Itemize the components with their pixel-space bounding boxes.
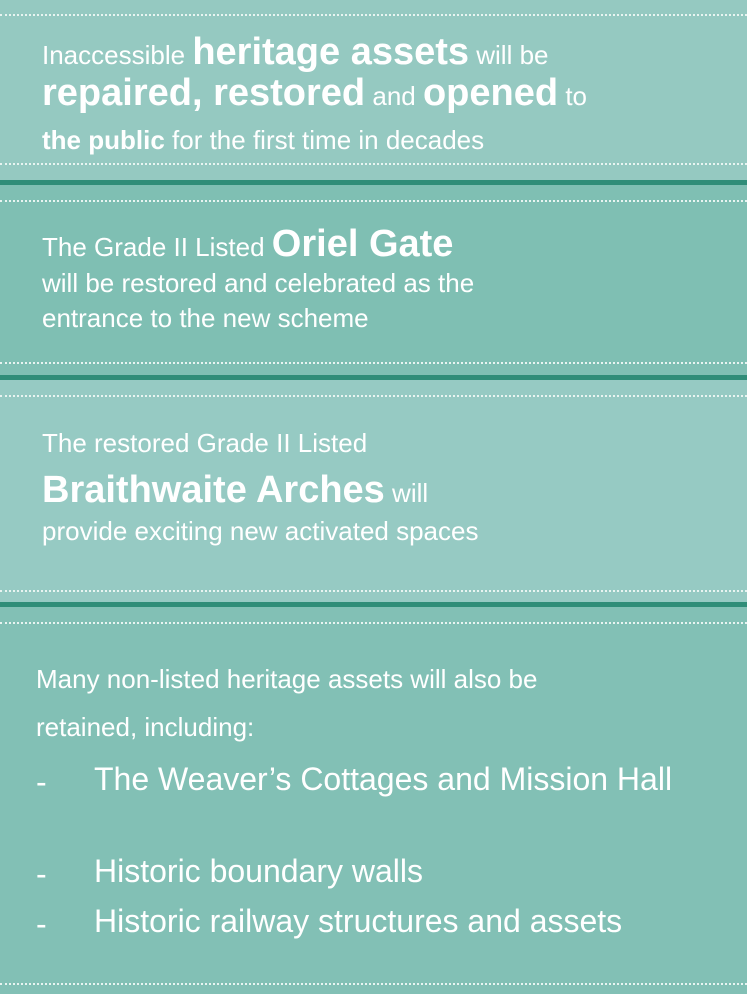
dotted-divider: [0, 362, 747, 364]
panel-3-line-1: The restored Grade II Listed: [42, 428, 368, 458]
dotted-divider: [0, 395, 747, 397]
panel-2-line-2: will be restored and celebrated as the: [42, 268, 475, 298]
grade-ii-text: The Grade II Listed: [42, 232, 272, 262]
list-item: The Weaver’s Cottages and Mission Hall: [94, 761, 673, 797]
list-item: Historic railway structures and assets: [94, 903, 623, 939]
panel-2-line-3: entrance to the new scheme: [42, 303, 369, 333]
intro-text: Inaccessible: [42, 40, 193, 70]
panel-4-intro-line-2: retained, including:: [36, 712, 255, 742]
dotted-divider: [0, 200, 747, 202]
and-text: and: [365, 81, 423, 111]
opened-highlight: opened: [422, 72, 559, 114]
list-item-dash: -: [36, 764, 47, 800]
will-text: will: [384, 478, 429, 508]
the-public-highlight: the public: [42, 125, 165, 155]
dotted-divider: [0, 590, 747, 592]
dotted-divider: [0, 983, 747, 985]
will-be-text: will be: [469, 40, 549, 70]
panel-1-line-3: [42, 120, 727, 160]
oriel-gate-highlight: Oriel Gate: [271, 223, 454, 265]
dotted-divider: [0, 14, 747, 16]
list-item-dash: -: [36, 856, 47, 892]
panel-1-line-2: [42, 70, 727, 119]
panel-3-line-2: [42, 465, 727, 518]
panel-2-line-1: [42, 220, 727, 271]
dotted-divider: [0, 622, 747, 624]
panel-4-intro-line-1: Many non-listed heritage assets will also be: [36, 664, 538, 694]
to-text: to: [558, 81, 588, 111]
braithwaite-arches-highlight: Braithwaite Arches: [42, 469, 385, 511]
panel-3-line-3: provide exciting new activated spaces: [42, 516, 479, 546]
repaired-restored-highlight: repaired, restored: [42, 72, 366, 114]
list-item: Historic boundary walls: [94, 853, 424, 889]
list-item-dash: -: [36, 906, 47, 942]
first-time-text: for the first time in decades: [164, 125, 485, 155]
dotted-divider: [0, 163, 747, 165]
heritage-assets-highlight: heritage assets: [192, 31, 470, 73]
